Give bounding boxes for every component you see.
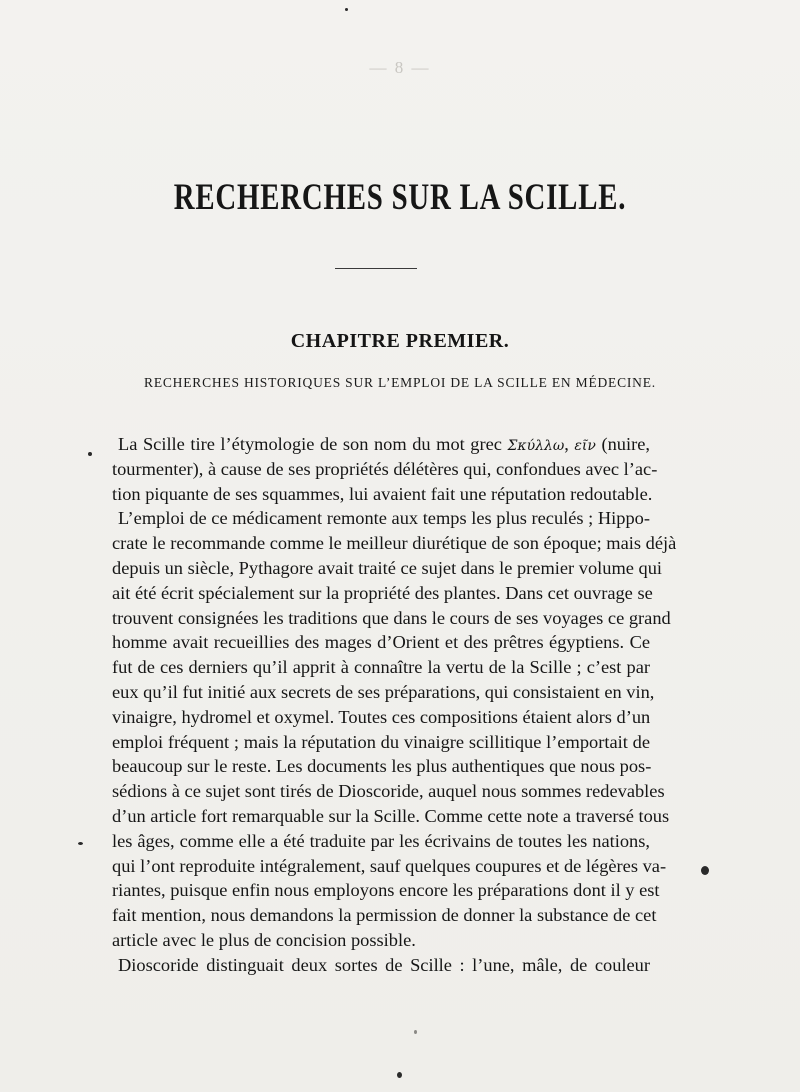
paragraph-2-line: riantes, puisque enfin nous employons encore les préparations dont il y est [112,880,660,901]
paragraph-2-line: qui l’ont reproduite intégralement, sauf quelques coupures et de légères va- [112,855,667,876]
paragraph-2-line: les âges, comme elle a été traduite par les écrivains de toutes les nations, [112,830,650,851]
paragraph-2-line: ait été écrit spécialement sur la propriété des plantes. Dans cet ouvrage se [112,582,653,603]
paragraph-2-line: sédions à ce sujet sont tirés de Dioscoride, auquel nous sommes redevables [112,781,665,802]
title-divider [335,268,417,269]
paragraph-1-line: tion piquante de ses squammes, lui avaient fait une réputation redoutable. [112,483,653,504]
paragraph-3-line: Dioscoride distinguait deux sortes de Scille : l’une, mâle, de couleur [118,954,650,975]
paragraph-2-line: eux qu’il fut initié aux secrets de ses préparations, qui consistaient en vin, [112,681,655,702]
paragraph-2-line: d’un article fort remarquable sur la Scille. Comme cette note a traversé tous [112,805,670,826]
paragraph-2-line: beaucoup sur le reste. Les documents les plus authentiques que nous pos- [112,756,652,777]
page-title: RECHERCHES SUR LA SCILLE. [173,177,627,218]
ink-speck [701,866,709,875]
page-number: — 8 — [369,58,431,77]
paragraph-2-line: trouvent consignées les traditions que dans le cours de ses voyages ce grand [112,607,671,628]
paragraph-2-line: emploi fréquent ; mais la réputation du vinaigre scillitique l’emportait de [112,731,650,752]
greek-word: Σκύλλω [507,438,565,454]
paragraph-2-line: article avec le plus de concision possible. [112,929,416,950]
ink-speck [78,842,83,845]
paragraph-2-line: vinaigre, hydromel et oxymel. Toutes ces compositions étaient alors d’un [112,706,651,727]
body-text [112,432,677,978]
ink-speck [414,1030,417,1034]
paragraph-1-line [112,432,650,457]
chapter-subtitle: RECHERCHES HISTORIQUES SUR L’EMPLOI DE LA SCILLE EN MÉDECINE. [144,375,656,390]
paragraph-2-line: fait mention, nous demandons la permission de donner la substance de cet [112,905,657,926]
paragraph-1-line: tourmenter), à cause de ses propriétés délétères qui, confondues avec l’ac- [112,458,658,479]
ink-speck [88,452,92,456]
text-span: La Scille tire l’étymologie de son nom du mot grec [118,434,508,454]
chapter-heading: CHAPITRE PREMIER. [290,330,510,352]
ink-speck [397,1072,402,1078]
paragraph-2-line: fut de ces derniers qu’il apprit à connaître la vertu de la Scille ; c’est par [112,657,650,678]
paragraph-2-line: crate le recommande comme le meilleur diurétique de son époque; mais déjà [112,533,677,554]
ink-speck [345,8,348,11]
paragraph-2-line: homme avait recueillies des mages d’Orient et des prêtres égyptiens. Ce [112,632,650,653]
greek-suffix: εῖν [574,438,596,454]
text-span: , [564,434,575,454]
text-span: (nuire, [595,434,650,454]
paragraph-2-line: L’emploi de ce médicament remonte aux temps les plus reculés ; Hippo- [118,508,650,529]
paragraph-2-line: depuis un siècle, Pythagore avait traité ce sujet dans le premier volume qui [112,557,663,578]
